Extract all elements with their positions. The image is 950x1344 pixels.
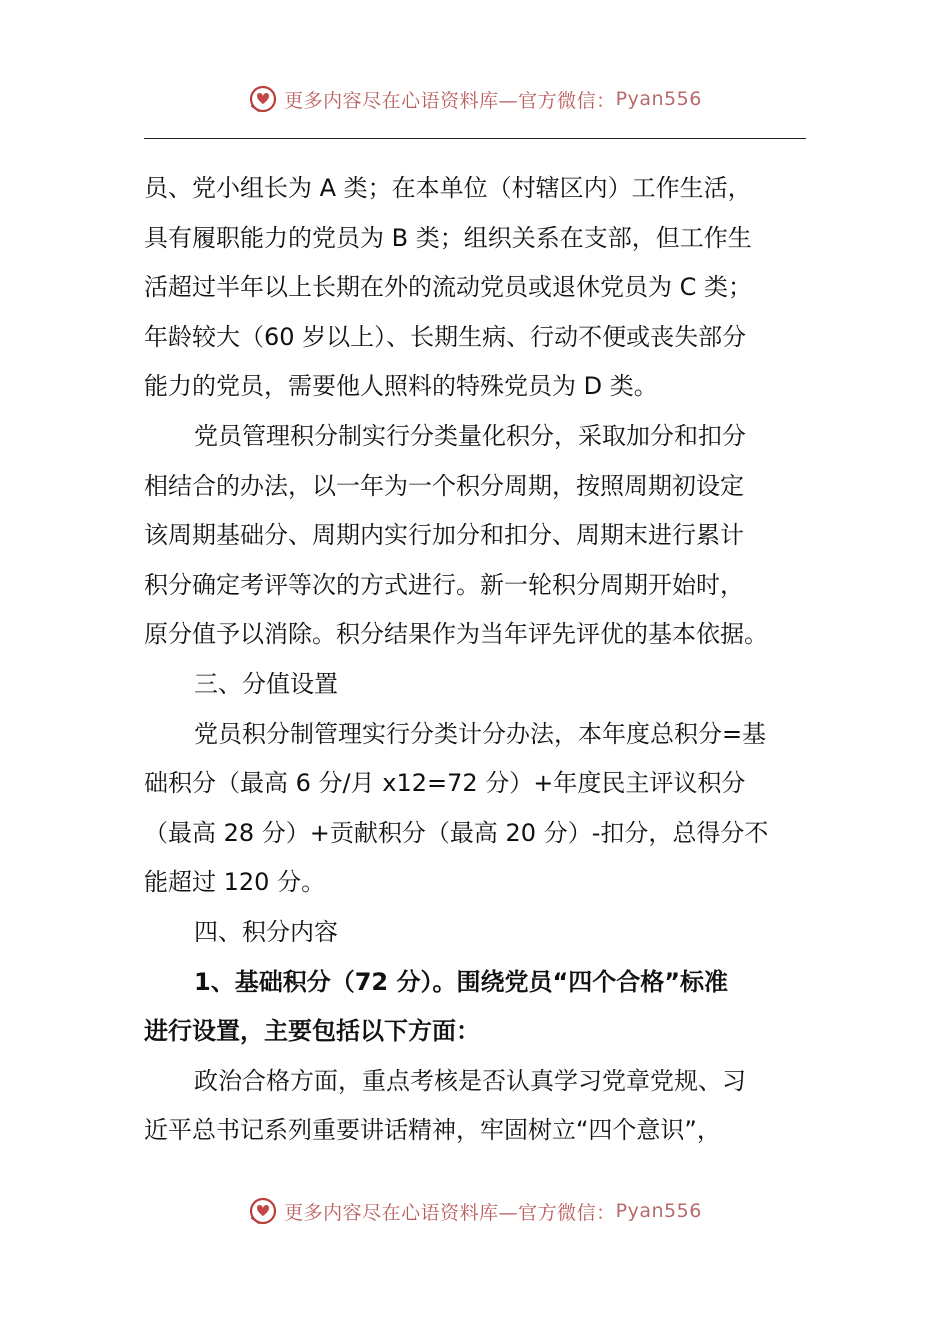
text-line: 近平总书记系列重要讲话精神，牢固树立“四个意识”， bbox=[144, 1116, 721, 1145]
heart-logo-icon bbox=[248, 84, 278, 114]
watermark-text: 更多内容尽在心语资料库—官方微信： bbox=[284, 89, 616, 112]
text-line: 四、积分内容 bbox=[194, 917, 338, 946]
text-line: 活超过半年以上长期在外的流动党员或退休党员为 C 类； bbox=[144, 273, 753, 302]
text-line: 该周期基础分、周期内实行加分和扣分、周期末进行累计 bbox=[144, 521, 744, 550]
text-line: 年龄较大（60 岁以上）、长期生病、行动不便或丧失部分 bbox=[144, 322, 747, 351]
text-line: 进行设置，主要包括以下方面： bbox=[144, 1017, 480, 1046]
text-line: 员、党小组长为 A 类；在本单位（村辖区内）工作生活， bbox=[144, 174, 752, 202]
footer-watermark bbox=[0, 1196, 950, 1226]
text-line: 党员积分制管理实行分类计分办法，本年度总积分=基 bbox=[194, 719, 767, 748]
watermark-text: 更多内容尽在心语资料库—官方微信： bbox=[284, 1201, 616, 1224]
text-line: 党员管理积分制实行分类量化积分，采取加分和扣分 bbox=[194, 421, 746, 450]
heart-logo-icon bbox=[248, 1196, 278, 1226]
text-line: 政治合格方面，重点考核是否认真学习党章党规、习 bbox=[194, 1066, 746, 1095]
text-line: 相结合的办法，以一年为一个积分周期，按照周期初设定 bbox=[144, 471, 744, 500]
text-line: 原分值予以消除。积分结果作为当年评先评优的基本依据。 bbox=[144, 620, 768, 649]
text-line: 三、分值设置 bbox=[194, 669, 338, 698]
header-watermark bbox=[0, 84, 950, 114]
text-line: （最高 28 分）+贡献积分（最高 20 分）-扣分，总得分不 bbox=[144, 818, 769, 847]
watermark-contact: Pyan556 bbox=[615, 88, 702, 110]
watermark-contact: Pyan556 bbox=[615, 1200, 702, 1222]
text-line: 具有履职能力的党员为 B 类；组织关系在支部，但工作生 bbox=[144, 223, 752, 252]
text-line: 积分确定考评等次的方式进行。新一轮积分周期开始时， bbox=[144, 570, 744, 599]
header-rule bbox=[144, 138, 806, 139]
document-body bbox=[144, 164, 806, 1156]
text-line: 能力的党员，需要他人照料的特殊党员为 D 类。 bbox=[144, 372, 658, 401]
text-line: 能超过 120 分。 bbox=[144, 868, 326, 897]
text-line: 1、基础积分（72 分）。围绕党员“四个合格”标准 bbox=[194, 967, 728, 996]
text-line: 础积分（最高 6 分/月 x12=72 分）+年度民主评议积分 bbox=[144, 769, 746, 798]
